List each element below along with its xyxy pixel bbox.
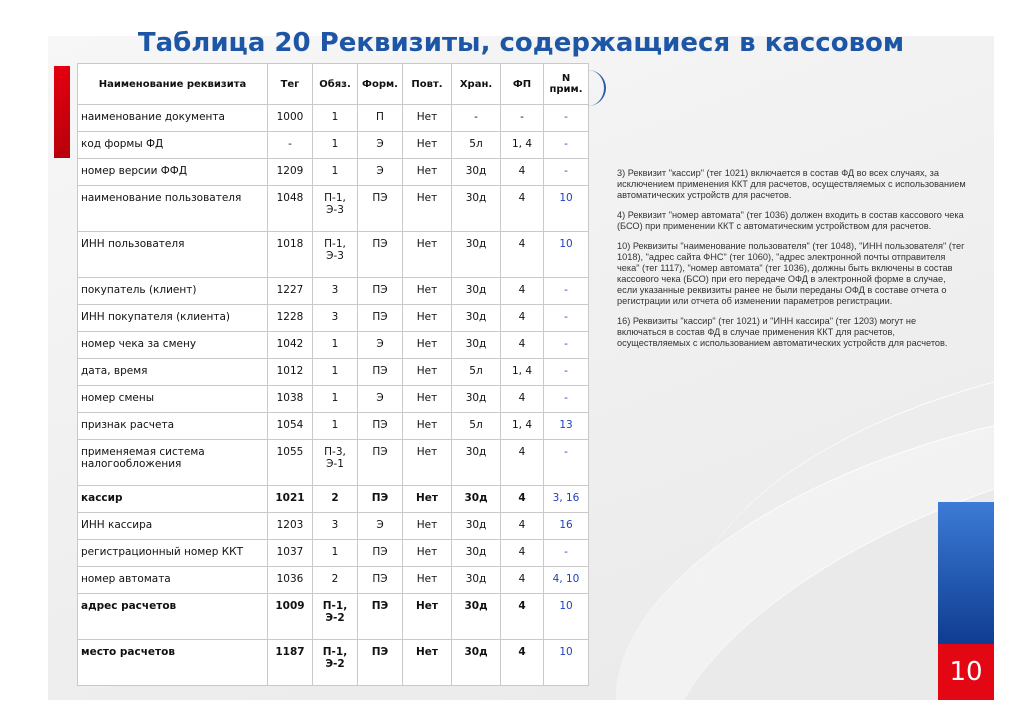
cell-obligatory: П-1, Э-2 — [313, 640, 358, 686]
header-obligatory: Обяз. — [313, 64, 358, 105]
cell-storage: 5л — [452, 413, 501, 440]
cell-note: 3, 16 — [544, 486, 589, 513]
cell-obligatory: П-3, Э-1 — [313, 440, 358, 486]
cell-repeat: Нет — [403, 105, 452, 132]
cell-fp: 4 — [501, 159, 544, 186]
cell-storage: 30д — [452, 440, 501, 486]
slide-title: Таблица 20 Реквизиты, содержащиеся в кассовом — [137, 28, 905, 58]
table-row — [78, 132, 589, 159]
cell-tag: - — [268, 132, 313, 159]
cell-fp: 4 — [501, 278, 544, 305]
cell-repeat: Нет — [403, 567, 452, 594]
cell-form: ПЭ — [358, 486, 403, 513]
cell-form: Э — [358, 159, 403, 186]
cell-storage: 30д — [452, 486, 501, 513]
cell-repeat: Нет — [403, 159, 452, 186]
table-row — [78, 567, 589, 594]
cell-name: наименование документа — [78, 105, 268, 132]
cell-tag: 1021 — [268, 486, 313, 513]
cell-name: признак расчета — [78, 413, 268, 440]
cell-storage: 30д — [452, 305, 501, 332]
cell-form: ПЭ — [358, 305, 403, 332]
cell-fp: 4 — [501, 305, 544, 332]
cell-storage: 30д — [452, 232, 501, 278]
cell-name: код формы ФД — [78, 132, 268, 159]
cell-tag: 1037 — [268, 540, 313, 567]
cell-tag: 1018 — [268, 232, 313, 278]
cell-name: покупатель (клиент) — [78, 278, 268, 305]
table-row — [78, 440, 589, 486]
cell-name: ИНН кассира — [78, 513, 268, 540]
cell-obligatory: 3 — [313, 513, 358, 540]
cell-repeat: Нет — [403, 486, 452, 513]
cell-repeat: Нет — [403, 440, 452, 486]
footnotes — [617, 168, 967, 358]
cell-obligatory: 1 — [313, 540, 358, 567]
footnote-3: 3) Реквизит "кассир" (тег 1021) включается в состав ФД во всех случаях, за исключением применения ККТ для расчетов, осуществляемых с использованием автоматических устройств для расчетов. — [617, 168, 966, 200]
cell-storage: 30д — [452, 278, 501, 305]
cell-obligatory: 1 — [313, 386, 358, 413]
cell-storage: 30д — [452, 567, 501, 594]
header-name: Наименование реквизита — [78, 64, 268, 105]
table-row — [78, 186, 589, 232]
cell-note: - — [544, 540, 589, 567]
table-header-row — [78, 64, 589, 105]
blue-accent-block — [938, 502, 994, 644]
cell-storage: 30д — [452, 332, 501, 359]
cell-form: ПЭ — [358, 440, 403, 486]
cell-fp: - — [501, 105, 544, 132]
cell-tag: 1038 — [268, 386, 313, 413]
table-row — [78, 640, 589, 686]
cell-fp: 1, 4 — [501, 413, 544, 440]
table-row — [78, 278, 589, 305]
cell-form: ПЭ — [358, 540, 403, 567]
cell-name: наименование пользователя — [78, 186, 268, 232]
cell-form: П — [358, 105, 403, 132]
cell-repeat: Нет — [403, 186, 452, 232]
cell-storage: 5л — [452, 359, 501, 386]
cell-tag: 1187 — [268, 640, 313, 686]
cell-storage: 30д — [452, 386, 501, 413]
cell-storage: 30д — [452, 540, 501, 567]
cell-repeat: Нет — [403, 413, 452, 440]
cell-tag: 1228 — [268, 305, 313, 332]
cell-note: - — [544, 132, 589, 159]
table-row — [78, 332, 589, 359]
footnote-16: 16) Реквизиты "кассир" (тег 1021) и "ИНН кассира" (тег 1203) могут не включаться в состав ФД в случае применения ККТ для расчетов, осуществляемых с использованием автоматических устройств для расчетов. — [617, 316, 948, 348]
cell-name: номер версии ФФД — [78, 159, 268, 186]
cell-note: 13 — [544, 413, 589, 440]
cell-form: Э — [358, 513, 403, 540]
cell-storage: 30д — [452, 159, 501, 186]
cell-note: - — [544, 332, 589, 359]
cell-storage: 30д — [452, 186, 501, 232]
table-row — [78, 232, 589, 278]
header-repeat: Повт. — [403, 64, 452, 105]
header-fp: ФП — [501, 64, 544, 105]
cell-name: номер смены — [78, 386, 268, 413]
cell-tag: 1055 — [268, 440, 313, 486]
cell-fp: 4 — [501, 440, 544, 486]
cell-obligatory: 3 — [313, 305, 358, 332]
cell-tag: 1209 — [268, 159, 313, 186]
table-row — [78, 105, 589, 132]
cell-note: - — [544, 159, 589, 186]
cell-obligatory: 1 — [313, 159, 358, 186]
cell-obligatory: 1 — [313, 105, 358, 132]
header-tag: Тег — [268, 64, 313, 105]
cell-tag: 1009 — [268, 594, 313, 640]
cell-note: 16 — [544, 513, 589, 540]
cell-tag: 1048 — [268, 186, 313, 232]
cell-tag: 1227 — [268, 278, 313, 305]
cell-repeat: Нет — [403, 232, 452, 278]
cell-storage: 30д — [452, 513, 501, 540]
cell-storage: 5л — [452, 132, 501, 159]
red-accent-bar — [54, 66, 70, 158]
cell-form: ПЭ — [358, 359, 403, 386]
table-row — [78, 413, 589, 440]
table-row — [78, 540, 589, 567]
cell-obligatory: П-1, Э-2 — [313, 594, 358, 640]
cell-storage: 30д — [452, 640, 501, 686]
cell-repeat: Нет — [403, 332, 452, 359]
table-row — [78, 486, 589, 513]
cell-form: ПЭ — [358, 186, 403, 232]
cell-repeat: Нет — [403, 640, 452, 686]
cell-obligatory: 1 — [313, 359, 358, 386]
cell-obligatory: П-1, Э-3 — [313, 232, 358, 278]
cell-note: - — [544, 278, 589, 305]
cell-obligatory: 2 — [313, 567, 358, 594]
cell-obligatory: 1 — [313, 413, 358, 440]
cell-note: - — [544, 359, 589, 386]
cell-obligatory: 3 — [313, 278, 358, 305]
cell-note: - — [544, 305, 589, 332]
table-row — [78, 159, 589, 186]
cell-fp: 1, 4 — [501, 359, 544, 386]
cell-fp: 4 — [501, 594, 544, 640]
cell-fp: 4 — [501, 567, 544, 594]
cell-note: 10 — [544, 640, 589, 686]
cell-name: кассир — [78, 486, 268, 513]
cell-fp: 4 — [501, 486, 544, 513]
cell-fp: 4 — [501, 640, 544, 686]
header-form: Форм. — [358, 64, 403, 105]
cell-name: номер автомата — [78, 567, 268, 594]
cell-tag: 1036 — [268, 567, 313, 594]
table-row — [78, 594, 589, 640]
cell-fp: 1, 4 — [501, 132, 544, 159]
page-number: 10 — [949, 657, 983, 687]
cell-fp: 4 — [501, 332, 544, 359]
cell-form: ПЭ — [358, 567, 403, 594]
cell-form: ПЭ — [358, 278, 403, 305]
cell-name: ИНН покупателя (клиента) — [78, 305, 268, 332]
cell-form: Э — [358, 386, 403, 413]
cell-form: ПЭ — [358, 232, 403, 278]
cell-name: ИНН пользователя — [78, 232, 268, 278]
cell-fp: 4 — [501, 386, 544, 413]
cell-repeat: Нет — [403, 305, 452, 332]
cell-tag: 1203 — [268, 513, 313, 540]
cell-storage: - — [452, 105, 501, 132]
cell-repeat: Нет — [403, 132, 452, 159]
cell-fp: 4 — [501, 540, 544, 567]
cell-repeat: Нет — [403, 594, 452, 640]
cell-repeat: Нет — [403, 278, 452, 305]
cell-repeat: Нет — [403, 386, 452, 413]
cell-form: Э — [358, 332, 403, 359]
table-row — [78, 305, 589, 332]
cell-note: - — [544, 386, 589, 413]
cell-note: 4, 10 — [544, 567, 589, 594]
cell-tag: 1054 — [268, 413, 313, 440]
cell-name: номер чека за смену — [78, 332, 268, 359]
header-storage: Хран. — [452, 64, 501, 105]
cell-note: - — [544, 440, 589, 486]
table-row — [78, 513, 589, 540]
footnote-10: 10) Реквизиты "наименование пользователя" (тег 1048), "ИНН пользователя" (тег 1018), "адрес сайта ФНС" (тег 1060), "адрес электронной почты отправителя чека" (тег 1117), "номер автомата" (тег 1036), должны быть включены в состав кассового чека (БСО) при его передаче ОФД в электронной форме в случае, если указанные реквизиты ранее не были переданы ОФД в составе отчета о регистрации или отчета об изменении параметров регистрации. — [617, 241, 965, 306]
cell-fp: 4 — [501, 186, 544, 232]
cell-name: адрес расчетов — [78, 594, 268, 640]
cell-obligatory: 1 — [313, 132, 358, 159]
cell-storage: 30д — [452, 594, 501, 640]
cell-name: регистрационный номер ККТ — [78, 540, 268, 567]
cell-name: применяемая система налогообложения — [78, 440, 268, 486]
table-row — [78, 359, 589, 386]
cell-obligatory: 2 — [313, 486, 358, 513]
cell-form: ПЭ — [358, 594, 403, 640]
cell-repeat: Нет — [403, 513, 452, 540]
cell-obligatory: П-1, Э-3 — [313, 186, 358, 232]
footnote-4: 4) Реквизит "номер автомата" (тег 1036) должен входить в состав кассового чека (БСО) при применении ККТ с автоматическим устройством для расчетов. — [617, 210, 964, 231]
cell-form: ПЭ — [358, 413, 403, 440]
cell-name: дата, время — [78, 359, 268, 386]
cell-tag: 1000 — [268, 105, 313, 132]
cell-note: - — [544, 105, 589, 132]
cell-name: место расчетов — [78, 640, 268, 686]
cell-tag: 1012 — [268, 359, 313, 386]
cell-form: ПЭ — [358, 640, 403, 686]
header-note: N прим. — [544, 64, 589, 105]
table-row — [78, 386, 589, 413]
cell-note: 10 — [544, 186, 589, 232]
cell-fp: 4 — [501, 513, 544, 540]
cell-repeat: Нет — [403, 540, 452, 567]
cell-fp: 4 — [501, 232, 544, 278]
cell-repeat: Нет — [403, 359, 452, 386]
requisites-table — [77, 63, 589, 686]
cell-obligatory: 1 — [313, 332, 358, 359]
cell-note: 10 — [544, 232, 589, 278]
cell-tag: 1042 — [268, 332, 313, 359]
cell-form: Э — [358, 132, 403, 159]
cell-note: 10 — [544, 594, 589, 640]
